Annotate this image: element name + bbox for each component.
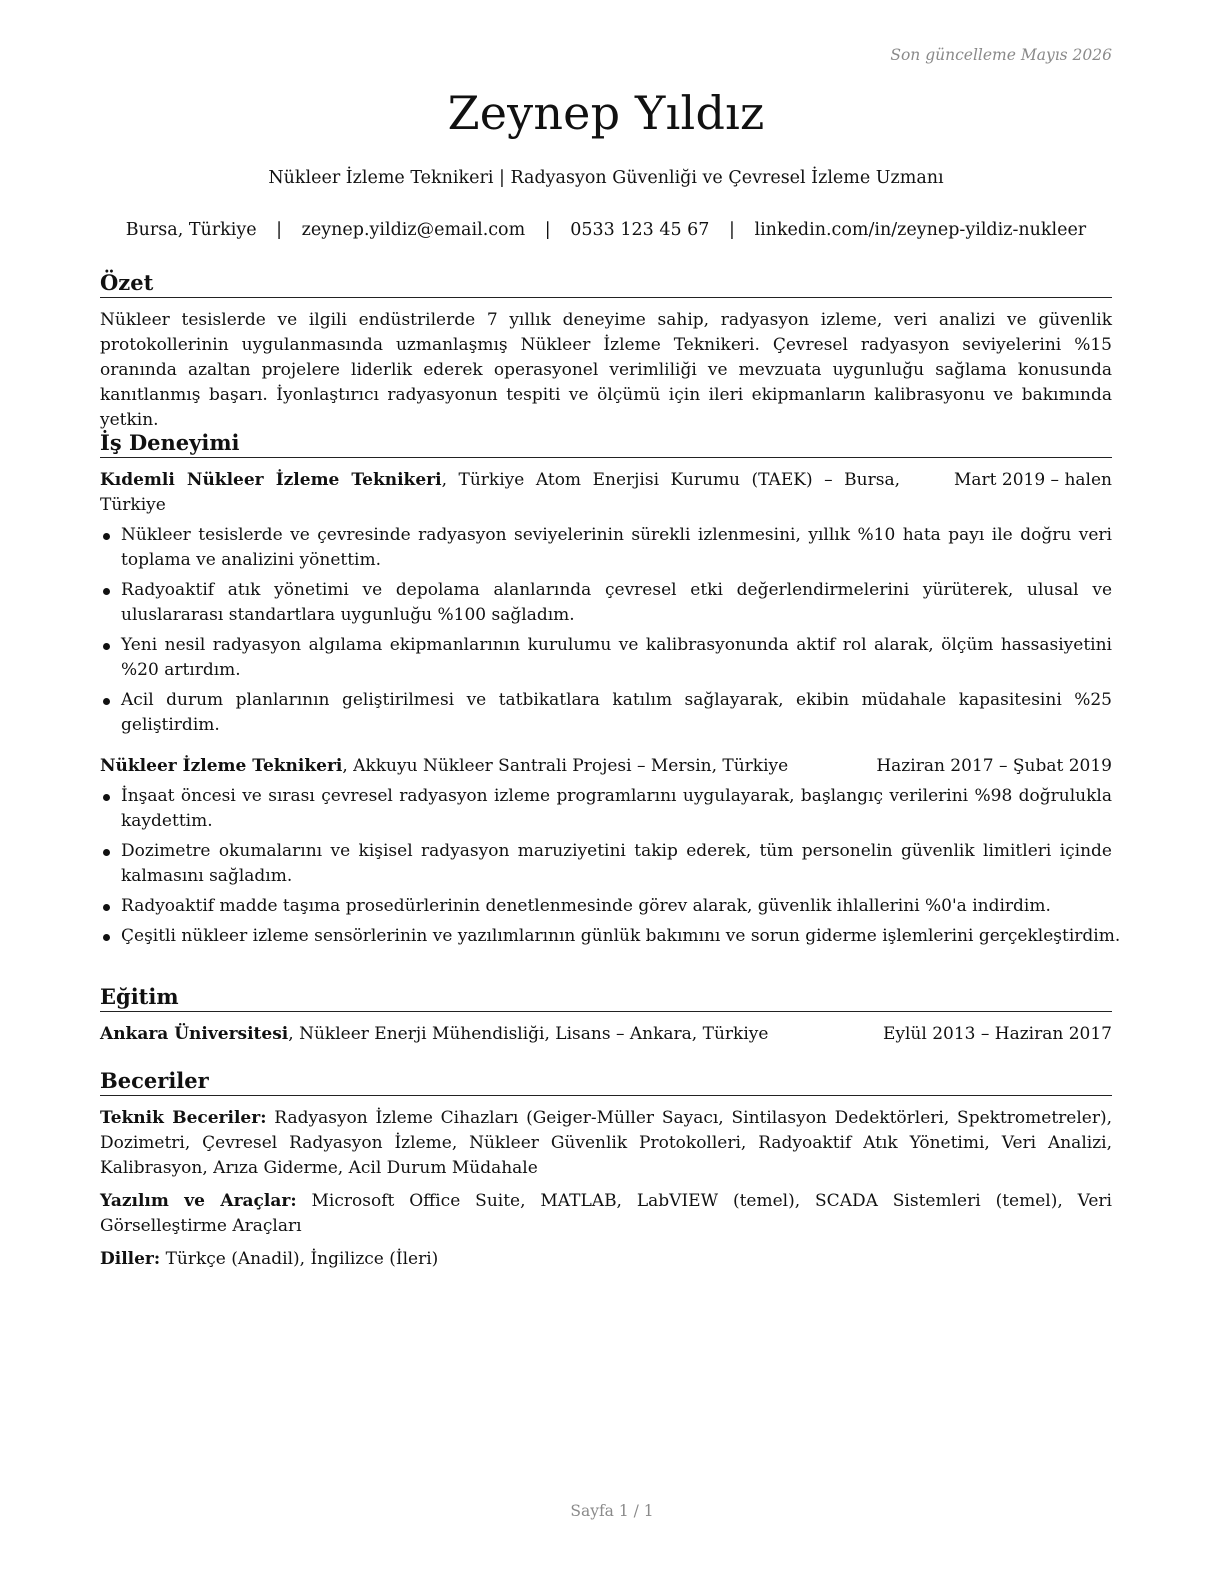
section-title-summary: Özet [100, 270, 1112, 298]
list-item: Çeşitli nükleer izleme sensörlerinin ve yazılımlarının günlük bakımını ve sorun giderme işlemlerini gerçekleştirdim. [100, 924, 1112, 949]
school-name: Ankara Üniversitesi [100, 1024, 289, 1044]
job-dates: Mart 2019 – halen [953, 470, 1112, 490]
skill-group [100, 1247, 1112, 1272]
resume-page [100, 0, 1121, 1584]
job-bullets [100, 523, 1112, 738]
email-link[interactable]: zeynep.yildiz@email.com [301, 220, 526, 240]
list-item: Dozimetre okumalarını ve kişisel radyasyon maruziyetini takip ederek, tüm personelin güvenlik limitleri içinde kalmasını sağladım. [100, 839, 1112, 889]
skill-group [100, 1106, 1112, 1181]
separator: | [276, 220, 283, 240]
contact-line [100, 220, 1112, 240]
skill-group [100, 1189, 1112, 1239]
phone: 0533 123 45 67 [570, 220, 710, 240]
list-item: İnşaat öncesi ve sırası çevresel radyasyon izleme programlarını uygulayarak, başlangıç verilerini %98 doğrulukla kaydettim. [100, 784, 1112, 834]
skill-text: Microsoft Office Suite, MATLAB, LabVIEW (temel), SCADA Sistemleri (temel), Veri Görselleştirme Araçları [100, 1191, 1112, 1236]
skill-label: Teknik Beceriler: [100, 1108, 267, 1128]
separator: | [729, 220, 735, 240]
degree-details: , Nükleer Enerji Mühendisliği, Lisans – Ankara, Türkiye [288, 1024, 769, 1044]
summary-text: Nükleer tesislerde ve ilgili endüstrilerde 7 yıllık deneyime sahip, radyasyon izleme, veri analizi ve güvenlik protokollerinin uygulanmasında uzmanlaşmış Nükleer İzleme Teknikeri. Çevresel radyasyon seviyelerini %15 oranında azaltan projelere liderlik ederek operasyonel verimliliği ve mevzuata uygunluğu sağlama konusunda kanıtlanmış başarı. İyonlaştırıcı radyasyonun tespiti ve ölçümü için ileri ekipmanların kalibrasyonu ve bakımında yetkin. [100, 310, 1112, 430]
list-item: Radyoaktif atık yönetimi ve depolama alanlarında çevresel etki değerlendirmelerini yürüterek, ulusal ve uluslararası standartlara uygunluğu %100 sağladım. [100, 578, 1112, 628]
linkedin-link[interactable]: linkedin.com/in/zeynep-yildiz-nukleer [754, 220, 1087, 240]
tagline: Nükleer İzleme Teknikeri | Radyasyon Güvenliği ve Çevresel İzleme Uzmanı [268, 168, 944, 188]
section-title-experience: İş Deneyimi [100, 430, 1112, 458]
skills-section [100, 1068, 1112, 1280]
skill-text: Radyasyon İzleme Cihazları (Geiger-Müller Sayacı, Sintilasyon Dedektörleri, Spektrometreler), Dozimetri, Çevresel Radyasyon İzleme, Nükleer Güvenlik Protokolleri, Radyoaktif Atık Yönetimi, Veri Analizi, Kalibrasyon, Arıza Giderme, Acil Durum Müdahale [100, 1108, 1112, 1178]
job-header [100, 468, 1112, 518]
education-section [100, 984, 1112, 1047]
job-role: Nükleer İzleme Teknikeri [100, 756, 343, 776]
separator: | [544, 220, 551, 240]
section-title-skills: Beceriler [100, 1068, 1112, 1096]
job-org: , Akkuyu Nükleer Santrali Projesi – Mersin, Türkiye [342, 756, 789, 776]
job-entry [100, 754, 1121, 949]
list-item: Acil durum planlarının geliştirilmesi ve tatbikatlara katılım sağlayarak, ekibin müdahale kapasitesini %25 geliştirdim. [100, 688, 1112, 738]
candidate-name: Zeynep Yıldız [447, 86, 765, 140]
list-item: Yeni nesil radyasyon algılama ekipmanlarının kurulumu ve kalibrasyonunda aktif rol alarak, ölçüm hassasiyetini %20 artırdım. [100, 633, 1112, 683]
summary-section [100, 270, 1112, 433]
education-dates: Eylül 2013 – Haziran 2017 [882, 1024, 1112, 1044]
experience-section [100, 430, 1121, 954]
skill-label: Yazılım ve Araçlar: [100, 1191, 297, 1211]
job-role: Kıdemli Nükleer İzleme Teknikeri [100, 470, 442, 490]
education-entry [100, 1022, 1112, 1047]
job-header [100, 754, 1112, 779]
location: Bursa, Türkiye [125, 220, 257, 240]
skill-label: Diller: [100, 1249, 161, 1269]
job-entry [100, 468, 1112, 738]
skill-text: Türkçe (Anadil), İngilizce (İleri) [160, 1249, 439, 1269]
job-org: , Türkiye Atom Enerjisi Kurumu (TAEK) – Bursa, Türkiye [100, 470, 901, 515]
list-item: Radyoaktif madde taşıma prosedürlerinin denetlenmesinde görev alarak, güvenlik ihlallerini %0'a indirdim. [100, 894, 1112, 919]
section-title-education: Eğitim [100, 984, 1112, 1012]
last-updated: Son güncelleme Mayıs 2026 [890, 46, 1112, 64]
job-dates: Haziran 2017 – Şubat 2019 [876, 756, 1112, 776]
page-number: Sayfa 1 / 1 [570, 1502, 654, 1520]
list-item: Nükleer tesislerde ve çevresinde radyasyon seviyelerinin sürekli izlenmesini, yıllık %10 hata payı ile doğru veri toplama ve analizini yönettim. [100, 523, 1112, 573]
job-bullets [100, 784, 1121, 949]
